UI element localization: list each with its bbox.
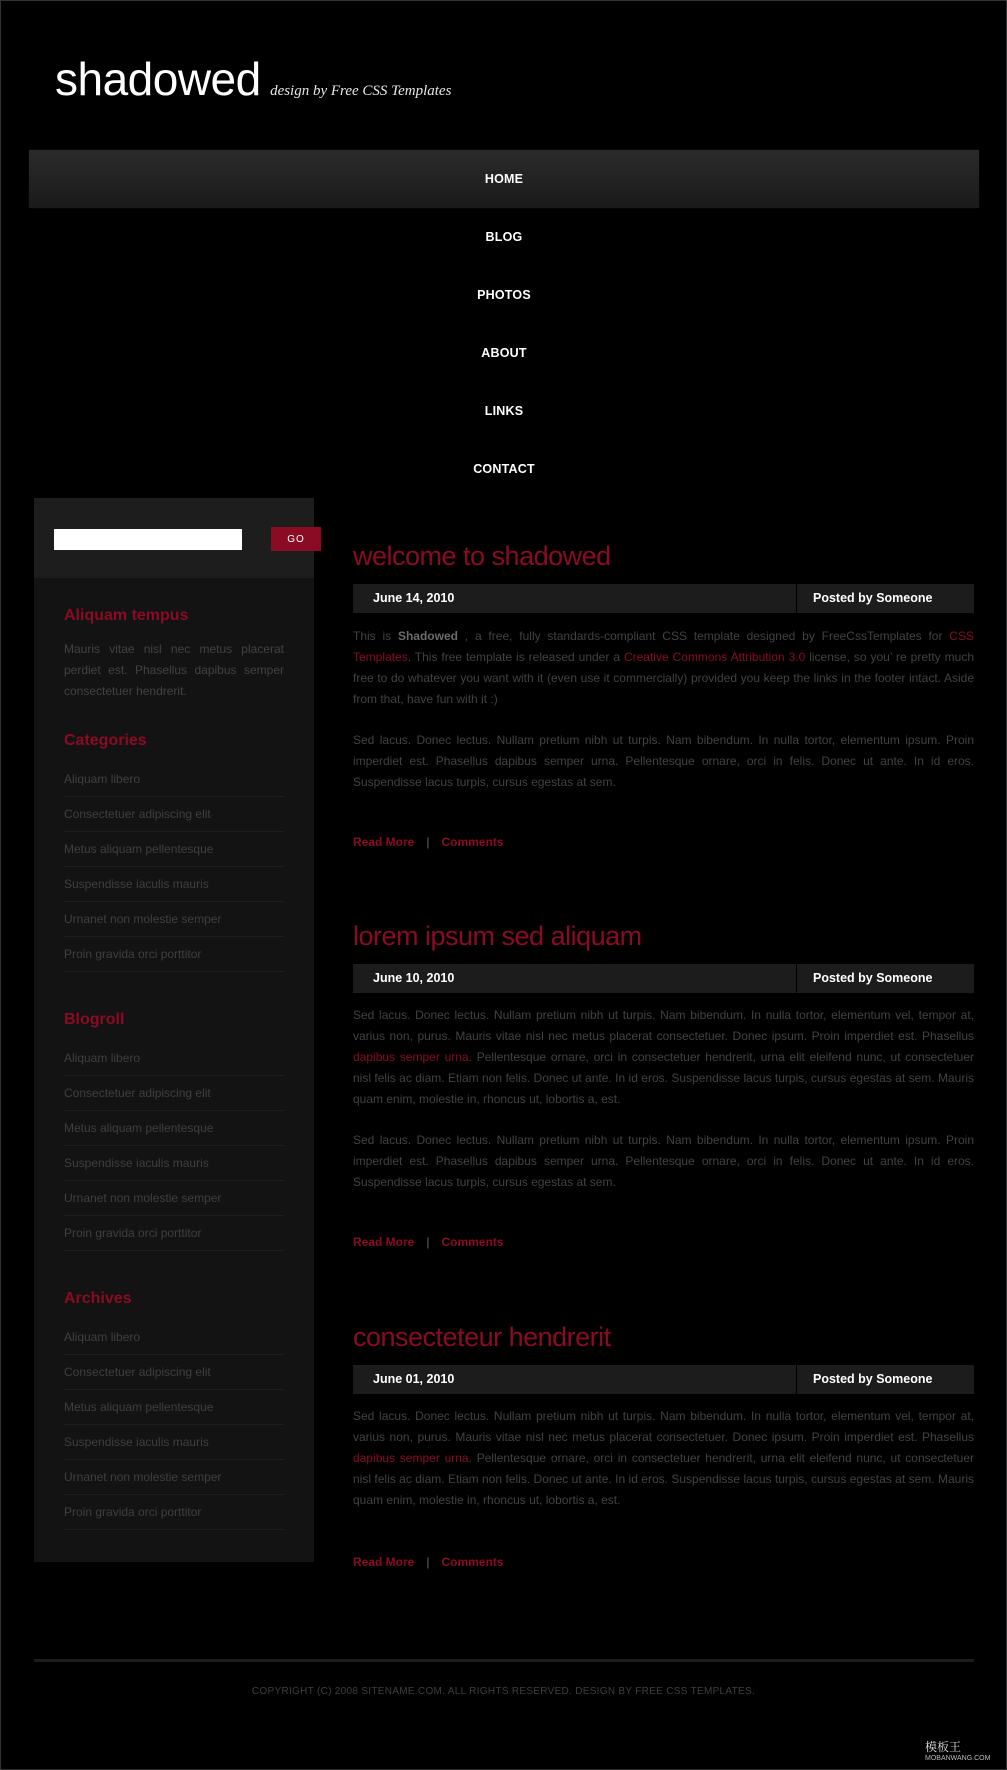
- site-subtitle: design by Free CSS Templates: [270, 83, 452, 99]
- post-author: Posted by Someone: [813, 971, 933, 985]
- category-link[interactable]: Proin gravida orci porttitor: [64, 947, 202, 961]
- blogroll-link[interactable]: Urnanet non molestie semper: [64, 1191, 222, 1205]
- post-title: [353, 918, 974, 954]
- comments-link[interactable]: Comments: [441, 1235, 504, 1249]
- creative-commons-link[interactable]: Creative Commons Attribution 3.0: [623, 650, 806, 664]
- menu-item-links[interactable]: [29, 382, 979, 440]
- read-more-link[interactable]: Read More: [353, 835, 415, 849]
- menu-link-links[interactable]: LINKS: [484, 404, 524, 418]
- post-paragraph: [353, 1005, 974, 1110]
- sidebar-intro-title: Aliquam tempus: [64, 607, 189, 624]
- archive-link[interactable]: Proin gravida orci porttitor: [64, 1505, 202, 1519]
- menu-link-home[interactable]: HOME: [484, 172, 524, 186]
- post-entry: [353, 1005, 974, 1193]
- post-lorem-ipsum: [353, 918, 975, 1249]
- list-item: [64, 832, 284, 867]
- list-item: [64, 867, 284, 902]
- archive-link[interactable]: Consectetuer adipiscing elit: [64, 1365, 211, 1379]
- post-consecteteur: [353, 1319, 975, 1569]
- blogroll-link[interactable]: Aliquam libero: [64, 1051, 141, 1065]
- menu-item-photos[interactable]: [29, 266, 979, 324]
- post-meta: [353, 964, 974, 993]
- archive-link[interactable]: Aliquam libero: [64, 1330, 141, 1344]
- post-title-link[interactable]: consecteteur hendrerit: [353, 1322, 611, 1352]
- post-links: [353, 1235, 504, 1249]
- css-templates-link[interactable]: CSS Templates: [353, 629, 974, 664]
- post-title: [353, 1319, 974, 1355]
- text-run: Sed lacus. Donec lectus. Nullam pretium nibh ut turpis. Nam bibendum. In nulla tortor, elementum vel, tempor at, varius non, purus. Mauris vitae nisl nec metus placerat consectetuer. Donec ipsum. Proin imperdiet est. Phasellus: [353, 1409, 974, 1444]
- post-welcome: [353, 538, 974, 849]
- dapibus-link[interactable]: dapibus semper urna: [353, 1050, 469, 1064]
- post-title: [353, 538, 974, 574]
- read-more-link[interactable]: Read More: [353, 1555, 415, 1569]
- sidebar-categories: [64, 732, 284, 972]
- post-paragraph: [353, 626, 974, 710]
- site-title-link[interactable]: shadowed: [55, 53, 261, 105]
- post-paragraph: [353, 1406, 974, 1511]
- blogroll-link[interactable]: Metus aliquam pellentesque: [64, 1121, 214, 1135]
- link-separator: |: [426, 835, 430, 849]
- menu-item-blog[interactable]: [29, 208, 979, 266]
- text-run: This is: [353, 629, 398, 643]
- list-item: [64, 1041, 284, 1076]
- list-item: [64, 1355, 284, 1390]
- menu-item-about[interactable]: [29, 324, 979, 382]
- text-run: Sed lacus. Donec lectus. Nullam pretium nibh ut turpis. Nam bibendum. In nulla tortor, elementum vel, tempor at, varius non, purus. Mauris vitae nisl nec metus placerat consectetuer. Donec ipsum. Proin imperdiet est. Phasellus: [353, 1008, 974, 1043]
- blogroll-link[interactable]: Proin gravida orci porttitor: [64, 1226, 202, 1240]
- menu-link-contact[interactable]: CONTACT: [473, 462, 535, 476]
- archives-title: Archives: [64, 1290, 132, 1307]
- post-title-link[interactable]: welcome to shadowed: [353, 541, 611, 571]
- blogroll-link[interactable]: Suspendisse iaculis mauris: [64, 1156, 209, 1170]
- list-item: [64, 1320, 284, 1355]
- list-item: [64, 1390, 284, 1425]
- post-date: June 14, 2010: [373, 591, 455, 605]
- post-date: June 10, 2010: [373, 971, 455, 985]
- copyright-text: COPYRIGHT (C) 2008 SITENAME.COM. ALL RIGHTS RESERVED. DESIGN BY FREE CSS TEMPLATES.: [251, 1686, 756, 1697]
- post-paragraph: Sed lacus. Donec lectus. Nullam pretium nibh ut turpis. Nam bibendum. In nulla tortor, elementum ipsum. Proin imperdiet est. Phasellus dapibus semper urna. Pellentesque ornare, orci in felis. Donec ut ante. In id eros. Suspendisse lacus turpis, cursus egestas at sem.: [353, 733, 974, 789]
- list-item: [64, 902, 284, 937]
- category-link[interactable]: Metus aliquam pellentesque: [64, 842, 214, 856]
- menu-item-contact[interactable]: [29, 440, 979, 498]
- site-logo: [55, 52, 451, 104]
- list-item: [64, 1111, 284, 1146]
- list-item: [64, 1495, 284, 1530]
- list-item: [64, 1460, 284, 1495]
- post-date: June 01, 2010: [373, 1372, 455, 1386]
- footer-divider: [34, 1659, 974, 1662]
- sidebar-archives: [64, 1290, 284, 1530]
- text-run: , a free, fully standards-compliant CSS template designed by FreeCssTemplates for: [457, 629, 950, 643]
- archive-link[interactable]: Suspendisse iaculis mauris: [64, 1435, 209, 1449]
- post-title-link[interactable]: lorem ipsum sed aliquam: [353, 921, 642, 951]
- main-menu: [29, 150, 979, 498]
- archive-link[interactable]: Urnanet non molestie semper: [64, 1470, 222, 1484]
- post-author: Posted by Someone: [813, 591, 933, 605]
- list-item: [64, 1181, 284, 1216]
- post-author: Posted by Someone: [813, 1372, 933, 1386]
- watermark-logo: [925, 1742, 990, 1764]
- menu-link-photos[interactable]: PHOTOS: [477, 288, 531, 302]
- categories-title: Categories: [64, 732, 147, 749]
- menu-link-about[interactable]: ABOUT: [481, 346, 527, 360]
- list-item: [64, 1216, 284, 1251]
- list-item: [64, 1076, 284, 1111]
- category-link[interactable]: Suspendisse iaculis mauris: [64, 877, 209, 891]
- category-link[interactable]: Urnanet non molestie semper: [64, 912, 222, 926]
- list-item: [64, 937, 284, 972]
- post-links: [353, 1555, 504, 1569]
- list-item: [64, 1146, 284, 1181]
- post-links: [353, 835, 504, 849]
- sidebar-blogroll: [64, 1011, 284, 1251]
- search-input[interactable]: [54, 529, 242, 550]
- post-entry: [353, 1406, 974, 1511]
- category-link[interactable]: Consectetuer adipiscing elit: [64, 807, 211, 821]
- text-run: . Pellentesque ornare, orci in consectetuer hendrerit, urna elit eleifend nunc, ut consectetuer nisl felis ac diam. Etiam non felis. Donec ut ante. In id eros. Suspendisse lacus turpis, cursus egestas at sem. Mauris quam enim, molestie in, rhoncus ut, lobortis a, est.: [353, 1050, 975, 1106]
- text-run: . Pellentesque ornare, orci in consectetuer hendrerit, urna elit eleifend nunc, ut consectetuer nisl felis ac diam. Etiam non felis. Donec ut ante. In id eros. Suspendisse lacus turpis, cursus egestas at sem. Mauris quam enim, molestie in, rhoncus ut, lobortis a, est.: [353, 1451, 975, 1507]
- text-run: license, so you’ re pretty much free to do whatever you want with it (even use it commercially) provided you keep the links in the footer intact. Aside from that, have fun with it :): [353, 650, 974, 706]
- post-meta: [353, 1365, 974, 1394]
- menu-item-home[interactable]: [29, 150, 979, 208]
- meta-divider: [796, 964, 797, 993]
- link-separator: |: [426, 1235, 430, 1249]
- comments-link[interactable]: Comments: [441, 835, 504, 849]
- menu-link-blog[interactable]: BLOG: [485, 230, 523, 244]
- search-go-button[interactable]: GO: [271, 527, 321, 551]
- link-separator: |: [426, 1555, 430, 1569]
- blogroll-link[interactable]: Consectetuer adipiscing elit: [64, 1086, 211, 1100]
- footer: [0, 1686, 1007, 1697]
- sidebar-intro-text: Mauris vitae nisl nec metus placerat perdiet est. Phasellus dapibus semper consectetuer hendrerit.: [64, 642, 284, 698]
- sidebar: [34, 498, 314, 1562]
- list-item: [64, 797, 284, 832]
- list-item: [64, 762, 284, 797]
- post-entry: [353, 626, 974, 793]
- comments-link[interactable]: Comments: [441, 1555, 504, 1569]
- sidebar-intro: [64, 607, 284, 702]
- archive-link[interactable]: Metus aliquam pellentesque: [64, 1400, 214, 1414]
- search-box: [34, 498, 314, 578]
- post-meta: [353, 584, 974, 613]
- template-name: Shadowed: [397, 629, 458, 643]
- meta-divider: [796, 584, 797, 613]
- blogroll-title: Blogroll: [64, 1011, 125, 1028]
- watermark-line2: MOBANWANG.COM: [925, 1755, 991, 1762]
- read-more-link[interactable]: Read More: [353, 1235, 415, 1249]
- post-paragraph: Sed lacus. Donec lectus. Nullam pretium nibh ut turpis. Nam bibendum. In nulla tortor, elementum ipsum. Proin imperdiet est. Phasellus dapibus semper urna. Pellentesque ornare, orci in felis. Donec ut ante. In id eros. Suspendisse lacus turpis, cursus egestas at sem.: [353, 1133, 974, 1189]
- watermark-line1: 模板王: [925, 1740, 962, 1754]
- dapibus-link[interactable]: dapibus semper urna: [353, 1451, 469, 1465]
- meta-divider: [796, 1365, 797, 1394]
- text-run: . This free template is released under a: [407, 650, 624, 664]
- category-link[interactable]: Aliquam libero: [64, 772, 141, 786]
- list-item: [64, 1425, 284, 1460]
